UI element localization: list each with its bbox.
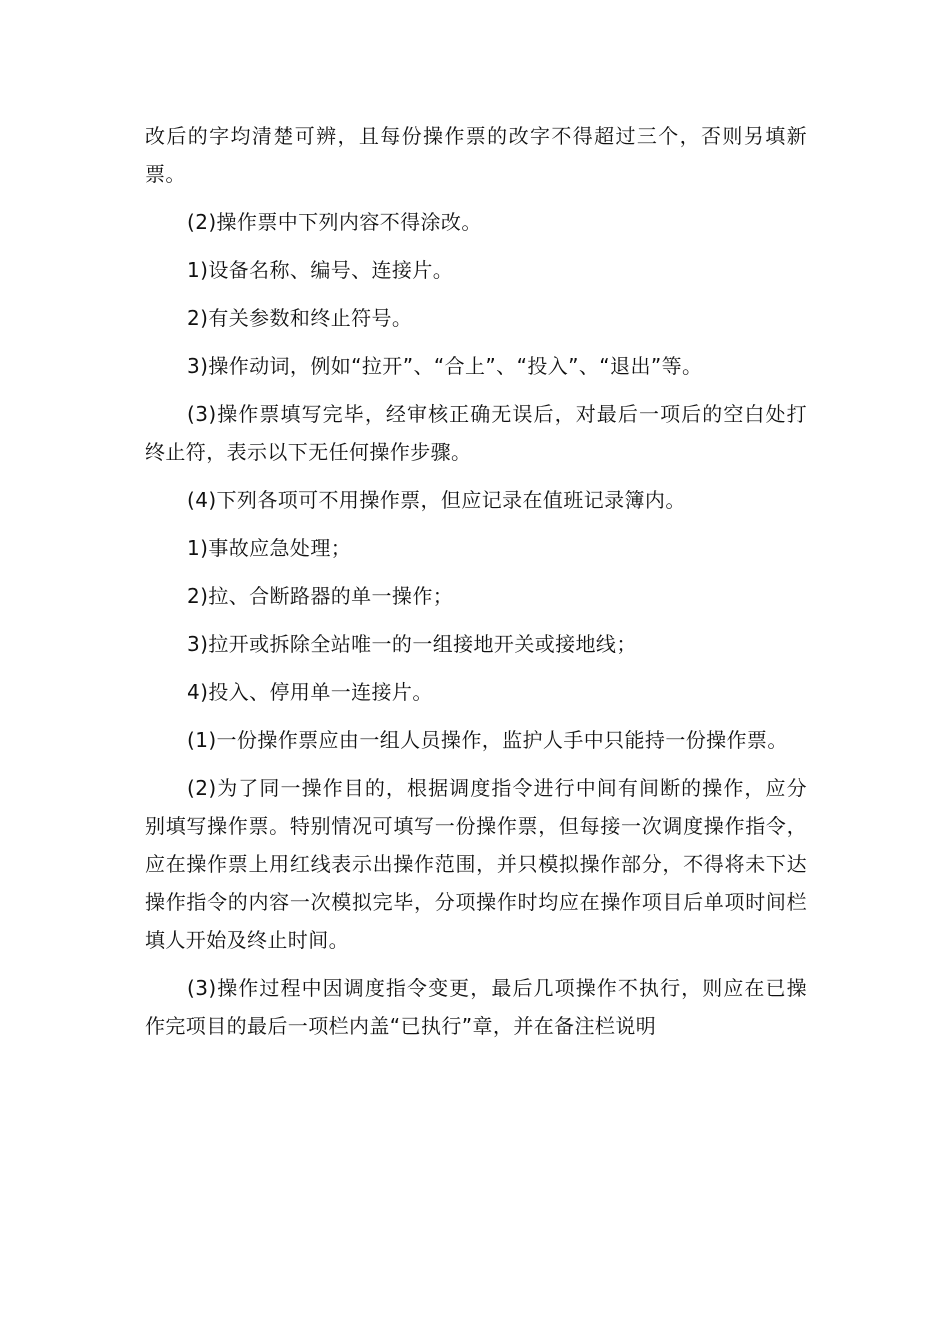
paragraph: 3)操作动词，例如“拉开”、“合上”、“投入”、“退出”等。 <box>187 354 703 378</box>
paragraph: 2)拉、合断路器的单一操作； <box>187 584 454 608</box>
paragraph: 改后的字均清楚可辨，且每份操作票的改字不得超过三个，否则另填新票。 <box>145 124 807 186</box>
document-body <box>145 117 807 1055</box>
paragraph: (3)操作过程中因调度指令变更，最后几项操作不执行，则应在已操作完项目的最后一项栏内盖“已执行”章，并在备注栏说明 <box>145 976 807 1038</box>
paragraph: 4)投入、停用单一连接片。 <box>187 680 433 704</box>
paragraph: 2)有关参数和终止符号。 <box>187 306 413 330</box>
paragraph: (2)为了同一操作目的，根据调度指令进行中间有间断的操作，应分别填写操作票。特别情况可填写一份操作票，但每接一次调度操作指令，应在操作票上用红线表示出操作范围，并只模拟操作部分，不得将未下达操作指令的内容一次模拟完毕，分项操作时均应在操作项目后单项时间栏填人开始及终止时间。 <box>145 776 807 952</box>
paragraph: 3)拉开或拆除全站唯一的一组接地开关或接地线； <box>187 632 637 656</box>
paragraph: (3)操作票填写完毕，经审核正确无误后，对最后一项后的空白处打终止符，表示以下无任何操作步骤。 <box>145 402 807 464</box>
paragraph: (4)下列各项可不用操作票，但应记录在值班记录簿内。 <box>187 488 686 512</box>
paragraph: (1)一份操作票应由一组人员操作，监护人手中只能持一份操作票。 <box>187 728 788 752</box>
paragraph: 1)事故应急处理； <box>187 536 352 560</box>
paragraph: 1)设备名称、编号、连接片。 <box>187 258 454 282</box>
paragraph: (2)操作票中下列内容不得涂改。 <box>187 210 482 234</box>
